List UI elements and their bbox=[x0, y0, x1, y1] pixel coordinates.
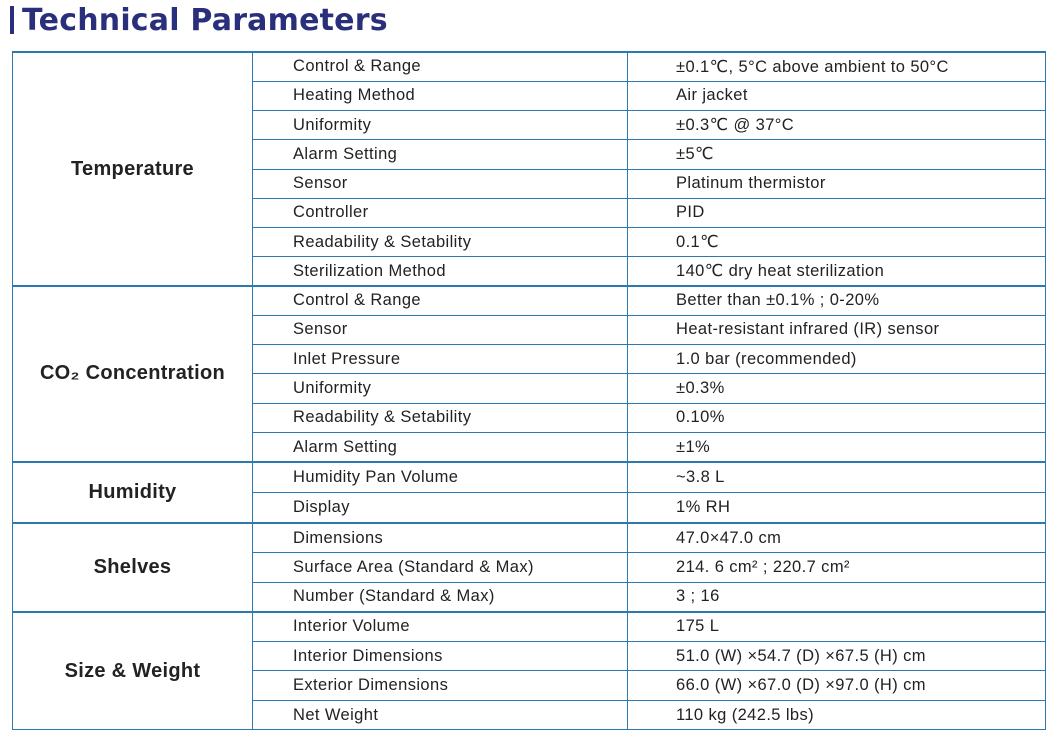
parameter-label: Dimensions bbox=[253, 523, 628, 553]
group-name: Shelves bbox=[13, 523, 253, 612]
parameter-value: 110 kg (242.5 lbs) bbox=[628, 700, 1046, 730]
table-row bbox=[13, 52, 1046, 81]
parameter-label: Alarm Setting bbox=[253, 140, 628, 169]
parameter-value: 51.0 (W) ×54.7 (D) ×67.5 (H) cm bbox=[628, 641, 1046, 671]
parameter-value: 1.0 bar (recommended) bbox=[628, 345, 1046, 374]
parameter-value: Air jacket bbox=[628, 81, 1046, 110]
parameter-label: Sensor bbox=[253, 169, 628, 198]
parameter-value: PID bbox=[628, 198, 1046, 227]
parameter-value: 66.0 (W) ×67.0 (D) ×97.0 (H) cm bbox=[628, 671, 1046, 701]
parameter-value: 0.10% bbox=[628, 403, 1046, 432]
page-title-block bbox=[8, 0, 388, 40]
title-accent-bar bbox=[10, 6, 14, 34]
parameter-value: ~3.8 L bbox=[628, 462, 1046, 493]
parameter-value: ±1% bbox=[628, 433, 1046, 462]
parameter-value: Better than ±0.1% ; 0-20% bbox=[628, 286, 1046, 315]
parameter-label: Number (Standard & Max) bbox=[253, 582, 628, 612]
parameter-value: ±0.3% bbox=[628, 374, 1046, 403]
parameter-label: Sensor bbox=[253, 315, 628, 344]
parameter-label: Inlet Pressure bbox=[253, 345, 628, 374]
parameter-label: Surface Area (Standard & Max) bbox=[253, 553, 628, 583]
parameter-label: Humidity Pan Volume bbox=[253, 462, 628, 493]
parameter-label: Control & Range bbox=[253, 286, 628, 315]
parameter-label: Interior Dimensions bbox=[253, 641, 628, 671]
parameter-value: 3 ; 16 bbox=[628, 582, 1046, 612]
technical-parameters-table bbox=[12, 51, 1046, 730]
group-name: CO₂ Concentration bbox=[13, 286, 253, 462]
table-row bbox=[13, 612, 1046, 642]
table-row bbox=[13, 462, 1046, 493]
parameter-value: 140℃ dry heat sterilization bbox=[628, 257, 1046, 286]
table-row bbox=[13, 286, 1046, 315]
parameter-label: Uniformity bbox=[253, 111, 628, 140]
parameter-value: 1% RH bbox=[628, 492, 1046, 523]
parameter-value: 214. 6 cm² ; 220.7 cm² bbox=[628, 553, 1046, 583]
group-name: Size & Weight bbox=[13, 612, 253, 730]
parameter-value: Platinum thermistor bbox=[628, 169, 1046, 198]
group-name: Humidity bbox=[13, 462, 253, 523]
parameter-label: Readability & Setability bbox=[253, 403, 628, 432]
parameter-label: Interior Volume bbox=[253, 612, 628, 642]
parameter-label: Controller bbox=[253, 198, 628, 227]
parameter-label: Control & Range bbox=[253, 52, 628, 81]
parameter-label: Sterilization Method bbox=[253, 257, 628, 286]
parameter-value: 0.1℃ bbox=[628, 228, 1046, 257]
parameter-label: Readability & Setability bbox=[253, 228, 628, 257]
parameter-value: ±0.1℃, 5°C above ambient to 50°C bbox=[628, 52, 1046, 81]
table-body bbox=[13, 52, 1046, 730]
parameter-value: ±5℃ bbox=[628, 140, 1046, 169]
table-row bbox=[13, 523, 1046, 553]
parameter-value: Heat-resistant infrared (IR) sensor bbox=[628, 315, 1046, 344]
parameter-value: 47.0×47.0 cm bbox=[628, 523, 1046, 553]
parameter-label: Exterior Dimensions bbox=[253, 671, 628, 701]
group-name: Temperature bbox=[13, 52, 253, 286]
parameter-label: Alarm Setting bbox=[253, 433, 628, 462]
page-title: Technical Parameters bbox=[22, 2, 388, 38]
parameter-label: Heating Method bbox=[253, 81, 628, 110]
parameter-value: ±0.3℃ @ 37°C bbox=[628, 111, 1046, 140]
parameter-label: Uniformity bbox=[253, 374, 628, 403]
parameter-label: Net Weight bbox=[253, 700, 628, 730]
parameter-label: Display bbox=[253, 492, 628, 523]
parameter-value: 175 L bbox=[628, 612, 1046, 642]
